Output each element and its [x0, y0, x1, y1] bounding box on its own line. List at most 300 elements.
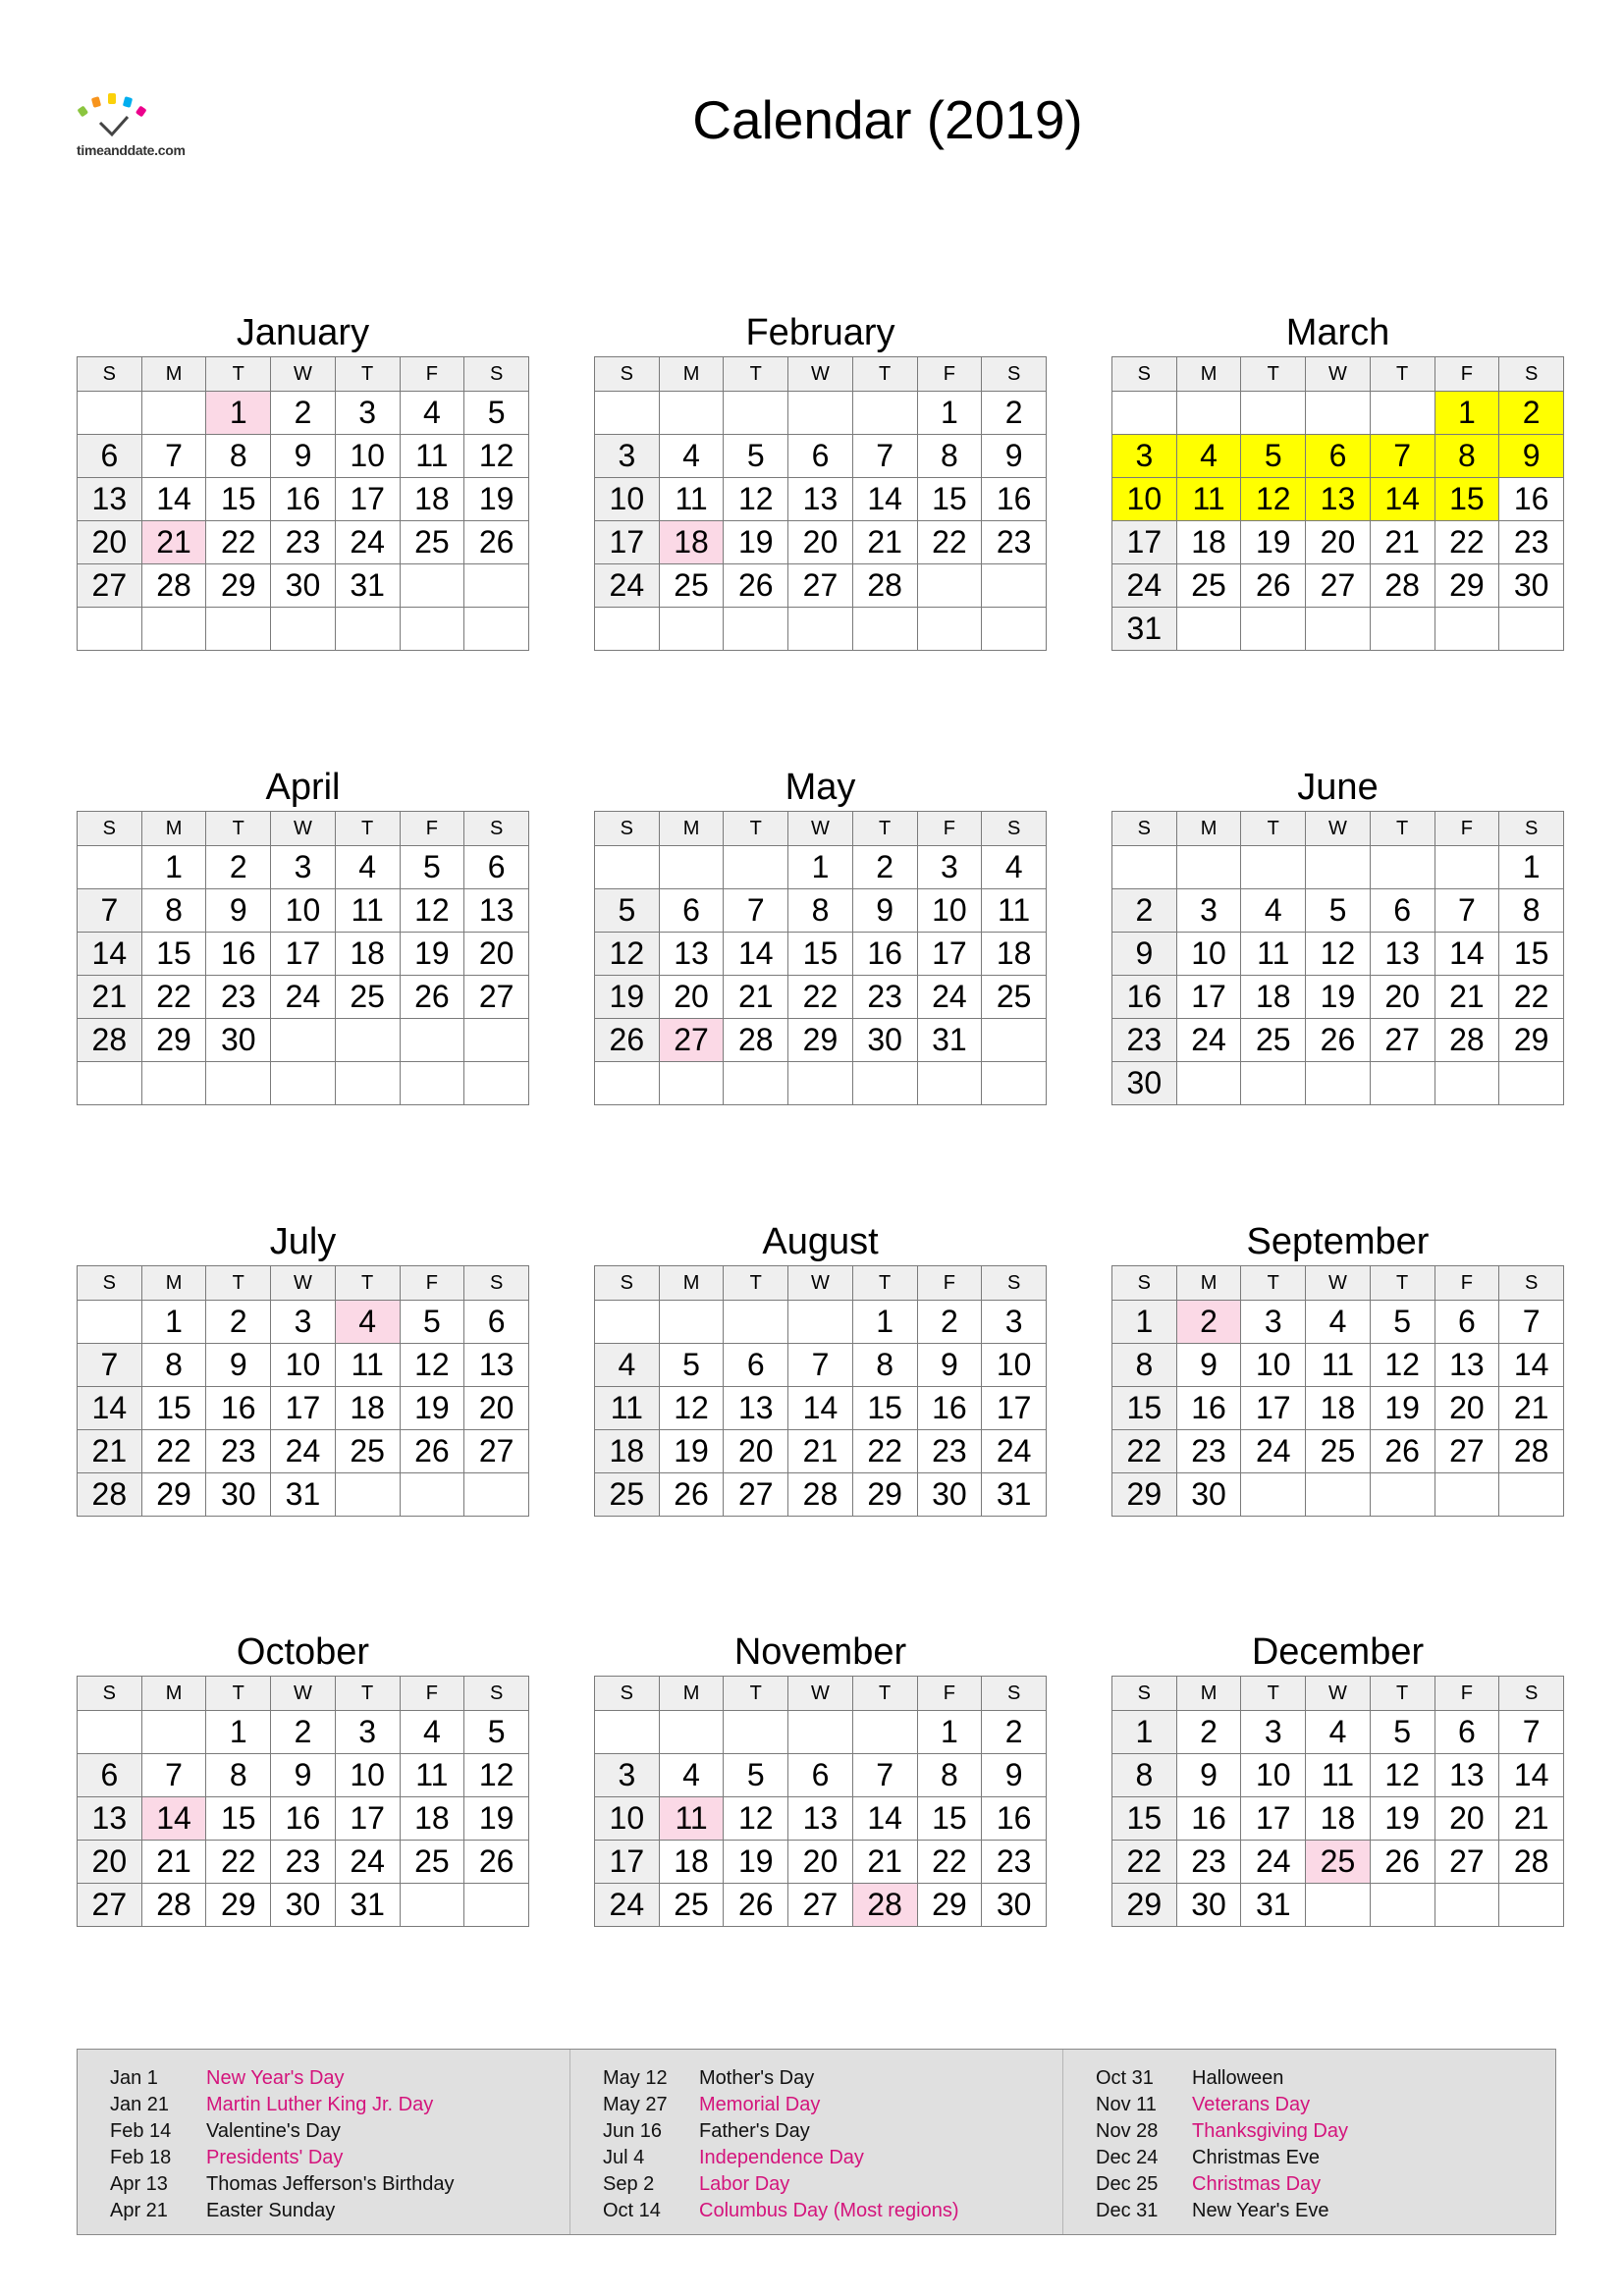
day-cell: 19	[1241, 521, 1306, 564]
holiday-row	[1096, 2092, 1555, 2118]
weekday-label: W	[788, 812, 853, 846]
day-cell: 14	[78, 1387, 142, 1430]
day-cell: 11	[400, 1754, 464, 1797]
day-cell: 19	[400, 933, 464, 976]
holiday-date: Nov 11	[1096, 2094, 1157, 2115]
holiday-date: May 12	[603, 2067, 668, 2089]
day-cell	[1112, 392, 1177, 435]
day-cell: 29	[788, 1019, 853, 1062]
day-cell: 16	[206, 1387, 271, 1430]
holiday-row	[110, 2198, 569, 2224]
holiday-date: Sep 2	[603, 2173, 655, 2195]
month-title: November	[733, 1631, 907, 1673]
day-cell: 1	[141, 1301, 206, 1344]
day-cell: 28	[1499, 1841, 1564, 1884]
weekday-label: T	[852, 1266, 917, 1301]
day-cell	[852, 608, 917, 651]
weekday-label: T	[1241, 1677, 1306, 1711]
day-cell: 16	[1112, 976, 1177, 1019]
day-cell: 28	[78, 1473, 142, 1517]
holiday-name: Easter Sunday	[206, 2200, 336, 2221]
weekday-label: T	[206, 357, 271, 392]
day-cell	[1306, 1062, 1371, 1105]
day-cell	[1499, 1884, 1564, 1927]
week-row	[1112, 1797, 1564, 1841]
holiday-name: Father's Day	[699, 2120, 810, 2142]
day-cell: 26	[464, 1841, 529, 1884]
day-cell: 9	[982, 435, 1047, 478]
day-cell: 9	[206, 889, 271, 933]
day-cell	[982, 1062, 1047, 1105]
month-november	[594, 1629, 1047, 1927]
week-row	[595, 976, 1047, 1019]
day-cell: 16	[271, 1797, 336, 1841]
day-cell: 9	[1176, 1754, 1241, 1797]
day-cell: 23	[206, 976, 271, 1019]
day-cell: 25	[335, 976, 400, 1019]
day-cell: 5	[1370, 1301, 1435, 1344]
week-row	[78, 435, 529, 478]
day-cell: 20	[724, 1430, 788, 1473]
month-january	[77, 309, 529, 651]
holiday-column-1	[78, 2050, 570, 2234]
day-cell: 7	[724, 889, 788, 933]
month-july	[77, 1218, 529, 1517]
day-cell: 21	[852, 1841, 917, 1884]
day-cell: 20	[1306, 521, 1371, 564]
day-cell: 28	[141, 1884, 206, 1927]
day-cell	[724, 1301, 788, 1344]
month-august	[594, 1218, 1047, 1517]
weekday-label: S	[464, 357, 529, 392]
day-cell	[141, 608, 206, 651]
month-table	[1111, 1676, 1564, 1927]
day-cell: 11	[400, 435, 464, 478]
day-cell: 14	[1435, 933, 1499, 976]
day-cell: 15	[852, 1387, 917, 1430]
day-cell: 14	[141, 1797, 206, 1841]
day-cell: 28	[724, 1019, 788, 1062]
day-cell: 12	[1241, 478, 1306, 521]
day-cell: 15	[917, 1797, 982, 1841]
day-cell	[852, 1711, 917, 1754]
month-title: February	[745, 312, 895, 353]
holiday-name: New Year's Eve	[1192, 2200, 1329, 2221]
day-cell: 28	[78, 1019, 142, 1062]
month-april	[77, 764, 529, 1105]
day-cell	[464, 1884, 529, 1927]
weekday-label: T	[1370, 1266, 1435, 1301]
weekday-label: T	[852, 357, 917, 392]
week-row	[595, 435, 1047, 478]
day-cell: 14	[78, 933, 142, 976]
day-cell: 8	[1435, 435, 1499, 478]
day-cell: 23	[206, 1430, 271, 1473]
weekday-label: S	[1499, 1266, 1564, 1301]
week-row	[1112, 392, 1564, 435]
weekday-label: F	[1435, 357, 1499, 392]
day-cell: 9	[917, 1344, 982, 1387]
day-cell: 4	[659, 435, 724, 478]
week-row	[595, 1344, 1047, 1387]
weekday-header-row	[1112, 1677, 1564, 1711]
day-cell: 8	[206, 435, 271, 478]
day-cell	[1176, 392, 1241, 435]
day-cell: 1	[1112, 1711, 1177, 1754]
weekday-label: M	[1176, 812, 1241, 846]
week-row	[78, 1062, 529, 1105]
day-cell: 1	[917, 392, 982, 435]
week-row	[595, 392, 1047, 435]
day-cell: 22	[788, 976, 853, 1019]
weekday-label: S	[982, 357, 1047, 392]
day-cell: 26	[1370, 1430, 1435, 1473]
day-cell: 18	[335, 933, 400, 976]
holiday-date: Dec 25	[1096, 2173, 1159, 2195]
month-table	[1111, 356, 1564, 651]
day-cell: 21	[141, 1841, 206, 1884]
week-row	[78, 1841, 529, 1884]
day-cell: 29	[1435, 564, 1499, 608]
day-cell: 4	[335, 846, 400, 889]
day-cell: 19	[1306, 976, 1371, 1019]
weekday-header-row	[595, 1677, 1047, 1711]
day-cell: 20	[1370, 976, 1435, 1019]
month-title: June	[1297, 767, 1379, 808]
day-cell: 10	[1241, 1754, 1306, 1797]
week-row	[595, 608, 1047, 651]
day-cell: 22	[917, 1841, 982, 1884]
day-cell: 14	[1499, 1754, 1564, 1797]
week-row	[595, 1019, 1047, 1062]
day-cell	[1306, 846, 1371, 889]
holiday-name: Valentine's Day	[206, 2120, 341, 2142]
day-cell: 13	[1435, 1754, 1499, 1797]
day-cell	[917, 564, 982, 608]
day-cell: 9	[1176, 1344, 1241, 1387]
day-cell	[400, 1473, 464, 1517]
weekday-label: M	[141, 812, 206, 846]
day-cell: 21	[1370, 521, 1435, 564]
day-cell	[78, 1301, 142, 1344]
day-cell: 12	[595, 933, 660, 976]
day-cell: 4	[1306, 1711, 1371, 1754]
month-table	[77, 1265, 529, 1517]
holiday-date: Apr 21	[110, 2200, 168, 2221]
weekday-label: S	[1499, 357, 1564, 392]
day-cell: 30	[982, 1884, 1047, 1927]
day-cell	[78, 608, 142, 651]
day-cell: 8	[1112, 1754, 1177, 1797]
day-cell: 14	[724, 933, 788, 976]
day-cell	[788, 1711, 853, 1754]
day-cell: 17	[335, 1797, 400, 1841]
month-title: October	[236, 1631, 370, 1673]
day-cell: 31	[917, 1019, 982, 1062]
day-cell: 31	[1241, 1884, 1306, 1927]
week-row	[1112, 1884, 1564, 1927]
day-cell: 22	[206, 1841, 271, 1884]
weekday-header-row	[595, 1266, 1047, 1301]
day-cell: 29	[1499, 1019, 1564, 1062]
day-cell: 23	[271, 521, 336, 564]
day-cell: 10	[1176, 933, 1241, 976]
week-row	[1112, 1062, 1564, 1105]
day-cell: 25	[335, 1430, 400, 1473]
day-cell: 24	[595, 564, 660, 608]
day-cell: 24	[982, 1430, 1047, 1473]
day-cell: 13	[78, 1797, 142, 1841]
day-cell	[78, 392, 142, 435]
day-cell	[1435, 1884, 1499, 1927]
day-cell	[1370, 846, 1435, 889]
week-row	[1112, 976, 1564, 1019]
month-table	[77, 811, 529, 1105]
day-cell: 2	[1112, 889, 1177, 933]
day-cell: 1	[917, 1711, 982, 1754]
day-cell: 18	[400, 1797, 464, 1841]
day-cell: 20	[659, 976, 724, 1019]
day-cell: 15	[141, 1387, 206, 1430]
day-cell: 8	[917, 1754, 982, 1797]
weekday-label: F	[917, 812, 982, 846]
day-cell	[659, 1711, 724, 1754]
week-row	[1112, 435, 1564, 478]
day-cell	[141, 1711, 206, 1754]
day-cell: 9	[852, 889, 917, 933]
day-cell: 23	[1112, 1019, 1177, 1062]
weekday-label: M	[659, 1677, 724, 1711]
day-cell: 17	[1112, 521, 1177, 564]
week-row	[595, 1430, 1047, 1473]
holiday-date: Apr 13	[110, 2173, 168, 2195]
day-cell	[724, 1711, 788, 1754]
day-cell: 9	[271, 435, 336, 478]
weekday-label: S	[78, 1677, 142, 1711]
day-cell: 4	[400, 392, 464, 435]
day-cell: 18	[659, 1841, 724, 1884]
week-row	[78, 933, 529, 976]
day-cell: 9	[1112, 933, 1177, 976]
week-row	[1112, 933, 1564, 976]
holiday-name: Martin Luther King Jr. Day	[206, 2094, 434, 2115]
month-table	[594, 1265, 1047, 1517]
day-cell	[78, 1062, 142, 1105]
week-row	[78, 478, 529, 521]
day-cell: 18	[335, 1387, 400, 1430]
weekday-header-row	[78, 812, 529, 846]
day-cell: 6	[78, 435, 142, 478]
month-june	[1111, 764, 1564, 1105]
day-cell: 8	[1112, 1344, 1177, 1387]
day-cell: 20	[464, 1387, 529, 1430]
day-cell: 28	[1370, 564, 1435, 608]
holiday-date: Feb 14	[110, 2120, 172, 2142]
day-cell: 14	[1370, 478, 1435, 521]
day-cell: 7	[852, 435, 917, 478]
weekday-label: T	[335, 1266, 400, 1301]
day-cell: 30	[1176, 1473, 1241, 1517]
day-cell	[464, 564, 529, 608]
day-cell: 19	[659, 1430, 724, 1473]
day-cell: 28	[788, 1473, 853, 1517]
day-cell: 20	[1435, 1797, 1499, 1841]
weekday-label: T	[1241, 812, 1306, 846]
holiday-date: Dec 24	[1096, 2147, 1159, 2168]
day-cell: 24	[917, 976, 982, 1019]
day-cell: 26	[464, 521, 529, 564]
day-cell: 28	[852, 564, 917, 608]
day-cell: 28	[141, 564, 206, 608]
day-cell: 12	[1306, 933, 1371, 976]
day-cell: 2	[271, 392, 336, 435]
day-cell: 24	[271, 976, 336, 1019]
day-cell: 21	[724, 976, 788, 1019]
holiday-name: Presidents' Day	[206, 2147, 344, 2168]
day-cell: 9	[271, 1754, 336, 1797]
month-may	[594, 764, 1047, 1105]
week-row	[1112, 1473, 1564, 1517]
day-cell	[595, 1301, 660, 1344]
day-cell: 15	[788, 933, 853, 976]
day-cell: 1	[852, 1301, 917, 1344]
day-cell	[852, 392, 917, 435]
week-row	[595, 1301, 1047, 1344]
day-cell: 7	[1499, 1711, 1564, 1754]
day-cell: 11	[335, 1344, 400, 1387]
day-cell: 13	[1306, 478, 1371, 521]
day-cell	[1435, 846, 1499, 889]
week-row	[595, 1841, 1047, 1884]
day-cell: 7	[1435, 889, 1499, 933]
day-cell: 10	[271, 1344, 336, 1387]
weekday-label: T	[724, 812, 788, 846]
week-row	[595, 1711, 1047, 1754]
day-cell: 31	[271, 1473, 336, 1517]
weekday-label: W	[1306, 357, 1371, 392]
day-cell: 16	[271, 478, 336, 521]
day-cell: 23	[1499, 521, 1564, 564]
weekday-label: T	[335, 812, 400, 846]
day-cell: 17	[1241, 1387, 1306, 1430]
day-cell: 13	[1435, 1344, 1499, 1387]
day-cell: 26	[1241, 564, 1306, 608]
week-row	[595, 846, 1047, 889]
day-cell: 30	[271, 564, 336, 608]
day-cell	[335, 1062, 400, 1105]
day-cell	[206, 608, 271, 651]
day-cell: 24	[1112, 564, 1177, 608]
day-cell	[595, 846, 660, 889]
month-september	[1111, 1218, 1564, 1517]
day-cell: 7	[852, 1754, 917, 1797]
day-cell: 12	[464, 435, 529, 478]
day-cell: 22	[1499, 976, 1564, 1019]
week-row	[78, 1711, 529, 1754]
day-cell: 3	[271, 1301, 336, 1344]
month-table	[594, 811, 1047, 1105]
day-cell: 5	[464, 1711, 529, 1754]
holiday-name: Independence Day	[699, 2147, 864, 2168]
holiday-row	[110, 2092, 569, 2118]
day-cell: 13	[464, 1344, 529, 1387]
day-cell: 8	[1499, 889, 1564, 933]
month-title: January	[236, 312, 370, 353]
day-cell: 15	[206, 478, 271, 521]
day-cell: 19	[464, 478, 529, 521]
month-table	[1111, 811, 1564, 1105]
day-cell: 30	[917, 1473, 982, 1517]
day-cell: 9	[206, 1344, 271, 1387]
day-cell: 27	[788, 1884, 853, 1927]
day-cell: 30	[1176, 1884, 1241, 1927]
day-cell: 6	[1306, 435, 1371, 478]
holiday-name: Memorial Day	[699, 2094, 821, 2115]
day-cell: 24	[595, 1884, 660, 1927]
holiday-row	[603, 2198, 1062, 2224]
week-row	[1112, 521, 1564, 564]
month-table	[594, 356, 1047, 651]
weekday-label: S	[982, 812, 1047, 846]
day-cell: 26	[724, 1884, 788, 1927]
day-cell: 17	[917, 933, 982, 976]
day-cell: 6	[1435, 1711, 1499, 1754]
day-cell: 13	[659, 933, 724, 976]
weekday-label: W	[788, 1266, 853, 1301]
day-cell: 3	[271, 846, 336, 889]
weekday-label: T	[724, 357, 788, 392]
day-cell	[595, 608, 660, 651]
day-cell	[788, 608, 853, 651]
week-row	[1112, 564, 1564, 608]
day-cell	[1241, 608, 1306, 651]
holiday-row	[110, 2118, 569, 2145]
holiday-row	[603, 2171, 1062, 2198]
day-cell: 7	[141, 435, 206, 478]
day-cell	[78, 1711, 142, 1754]
day-cell: 5	[659, 1344, 724, 1387]
day-cell: 31	[1112, 608, 1177, 651]
weekday-label: S	[1112, 812, 1177, 846]
holiday-name: Thanksgiving Day	[1192, 2120, 1348, 2142]
day-cell: 13	[78, 478, 142, 521]
weekday-label: S	[464, 1677, 529, 1711]
holiday-name: Labor Day	[699, 2173, 790, 2195]
weekday-label: W	[1306, 1677, 1371, 1711]
day-cell: 10	[982, 1344, 1047, 1387]
day-cell	[724, 392, 788, 435]
day-cell: 4	[659, 1754, 724, 1797]
weekday-label: T	[724, 1677, 788, 1711]
week-row	[1112, 1387, 1564, 1430]
month-table	[77, 1676, 529, 1927]
day-cell: 17	[595, 1841, 660, 1884]
weekday-label: W	[271, 1677, 336, 1711]
day-cell	[659, 392, 724, 435]
day-cell: 11	[659, 1797, 724, 1841]
day-cell: 13	[724, 1387, 788, 1430]
day-cell: 23	[982, 1841, 1047, 1884]
holiday-name: Veterans Day	[1192, 2094, 1311, 2115]
day-cell: 19	[1370, 1387, 1435, 1430]
weekday-label: T	[1370, 812, 1435, 846]
day-cell: 27	[788, 564, 853, 608]
week-row	[595, 564, 1047, 608]
day-cell	[724, 608, 788, 651]
weekday-label: T	[852, 812, 917, 846]
day-cell: 31	[335, 564, 400, 608]
day-cell	[1112, 846, 1177, 889]
